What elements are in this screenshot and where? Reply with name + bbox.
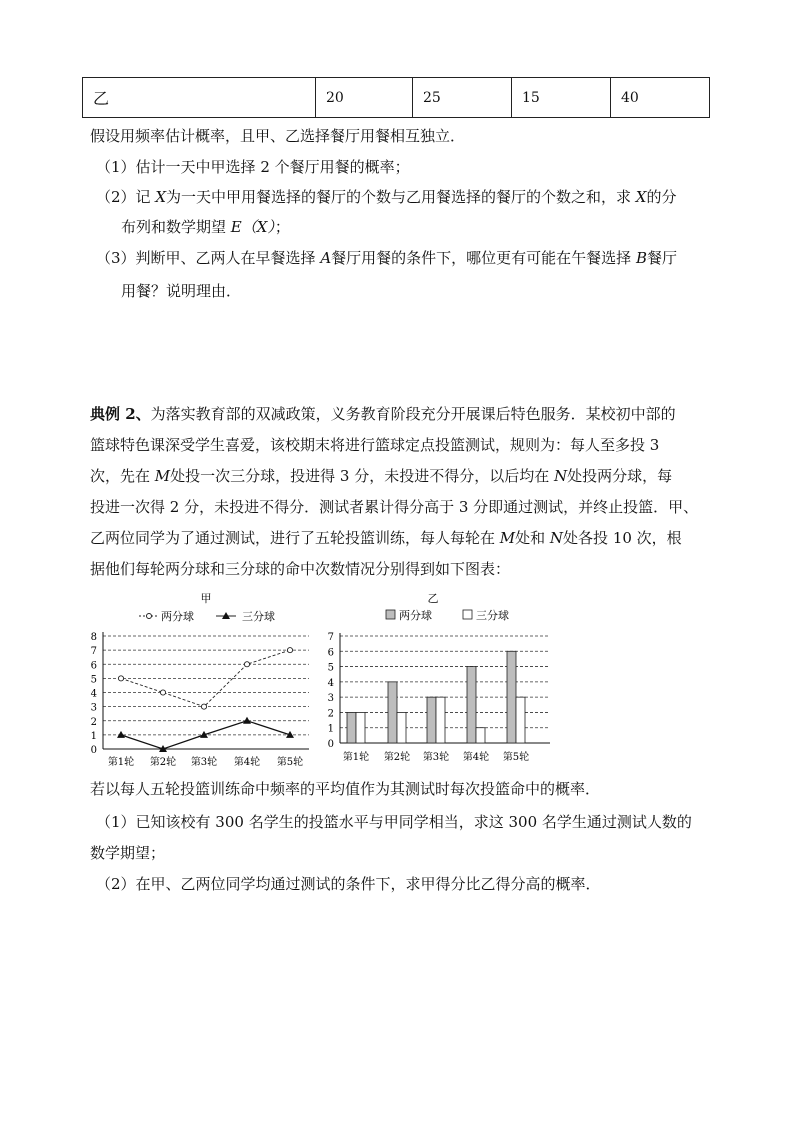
legend-swatch-two-point	[386, 610, 395, 619]
legend-swatch-three-point	[463, 610, 472, 619]
y-tick-label: 0	[327, 739, 334, 750]
table-cell: 20	[316, 78, 413, 118]
y-tick-label: 5	[327, 662, 334, 674]
y-tick-label: 3	[327, 693, 334, 705]
problem-2-question-1-line-2: 数学期望；	[90, 844, 166, 862]
legend-label-three-point: 三分球	[242, 610, 275, 623]
data-point-two-point	[118, 676, 123, 681]
bar-two-point	[467, 667, 476, 743]
y-tick-label: 0	[90, 745, 97, 756]
bar-three-point	[516, 697, 525, 743]
data-point-two-point	[244, 662, 249, 667]
question-3-line-2: 用餐？说明理由．	[121, 282, 242, 300]
table-cell: 40	[611, 78, 710, 118]
problem-2-line-3: 次，先在 M处投一次三分球，投进得 3 分，未投进不得分，以后均在 N处投两分球，每	[90, 467, 673, 485]
table-row	[83, 78, 710, 118]
y-tick-label: 5	[90, 674, 97, 686]
table-cell: 25	[413, 78, 512, 118]
x-tick-label: 第2轮	[383, 752, 411, 763]
legend-label-three-point: 三分球	[476, 609, 509, 622]
problem-2-line-1: 典例 2、为落实教育部的双减政策，义务教育阶段充分开展课后特色服务．某校初中部的	[90, 405, 676, 423]
y-tick-label: 6	[90, 660, 97, 672]
chart-yi-bar	[322, 586, 558, 768]
bar-two-point	[347, 712, 356, 743]
table-row-label: 乙	[83, 78, 316, 118]
bar-two-point	[507, 651, 516, 743]
data-point-two-point	[201, 704, 206, 709]
bar-three-point	[476, 728, 485, 743]
chart-title: 甲	[200, 592, 212, 605]
x-tick-label: 第3轮	[190, 757, 218, 768]
y-tick-label: 2	[90, 716, 97, 728]
problem-2-line-6: 据他们每轮两分球和三分球的命中次数情况分别得到如下图表：	[90, 560, 511, 578]
y-tick-label: 7	[90, 646, 97, 658]
y-tick-label: 8	[90, 632, 97, 643]
x-tick-label: 第2轮	[149, 757, 177, 768]
y-tick-label: 2	[327, 708, 334, 720]
question-3-line-1: （3）判断甲、乙两人在早餐选择 A餐厅用餐的条件下，哪位更有可能在午餐选择 B餐厅	[96, 249, 677, 267]
data-point-three-point	[117, 731, 125, 738]
question-2-line-1: （2）记 X为一天中甲用餐选择的餐厅的个数与乙用餐选择的餐厅的个数之和，求 X的分	[96, 188, 677, 206]
question-1: （1）估计一天中甲选择 2 个餐厅用餐的概率；	[96, 158, 410, 176]
data-point-two-point	[287, 648, 292, 653]
problem-2-line-5: 乙两位同学为了通过测试，进行了五轮投篮训练，每人每轮在 M处和 N处各投 10 次，根	[90, 529, 682, 547]
problem-2-question-2: （2）在甲、乙两位同学均通过测试的条件下，求甲得分比乙得分高的概率．	[96, 875, 601, 893]
after-chart-text: 若以每人五轮投篮训练命中频率的平均值作为其测试时每次投篮命中的概率．	[90, 780, 601, 798]
problem-heading: 典例 2、	[90, 405, 151, 423]
assumption-text: 假设用频率估计概率，且甲、乙选择餐厅用餐相互独立．	[90, 127, 466, 145]
data-point-three-point	[243, 717, 251, 724]
x-tick-label: 第1轮	[107, 757, 135, 768]
y-tick-label: 3	[90, 702, 97, 714]
legend-label-two-point: 两分球	[161, 610, 194, 623]
data-table	[82, 77, 710, 118]
x-tick-label: 第1轮	[342, 752, 370, 763]
x-tick-label: 第4轮	[462, 752, 490, 763]
table-cell: 15	[512, 78, 611, 118]
question-2-line-2: 布列和数学期望 E（X）；	[121, 218, 290, 236]
y-tick-label: 7	[327, 632, 334, 643]
chart-jia-line	[86, 586, 318, 768]
problem-2-line-2: 篮球特色课深受学生喜爱，该校期末将进行篮球定点投篮测试，规则为：每人至多投 3	[90, 436, 660, 454]
legend-label-two-point: 两分球	[399, 609, 432, 622]
chart-title: 乙	[427, 592, 439, 605]
problem-2-line-4: 投进一次得 2 分，未投进不得分．测试者累计得分高于 3 分即通过测试，并终止投篮．甲、	[90, 498, 699, 516]
y-tick-label: 4	[327, 677, 334, 689]
x-tick-label: 第3轮	[422, 752, 450, 763]
x-tick-label: 第4轮	[233, 757, 261, 768]
bar-three-point	[397, 712, 406, 743]
y-tick-label: 6	[327, 647, 334, 659]
y-tick-label: 1	[327, 723, 334, 735]
data-point-two-point	[160, 690, 165, 695]
bar-two-point	[427, 697, 436, 743]
problem-2-question-1-line-1: （1）已知该校有 300 名学生的投篮水平与甲同学相当，求这 300 名学生通过测试人数的	[96, 813, 692, 831]
x-tick-label: 第5轮	[276, 757, 304, 768]
bar-three-point	[356, 712, 365, 743]
y-tick-label: 4	[90, 688, 97, 700]
y-tick-label: 1	[90, 730, 97, 742]
x-tick-label: 第5轮	[502, 752, 530, 763]
bar-two-point	[388, 682, 397, 743]
legend-marker-two-point	[147, 614, 152, 619]
bar-three-point	[436, 697, 445, 743]
